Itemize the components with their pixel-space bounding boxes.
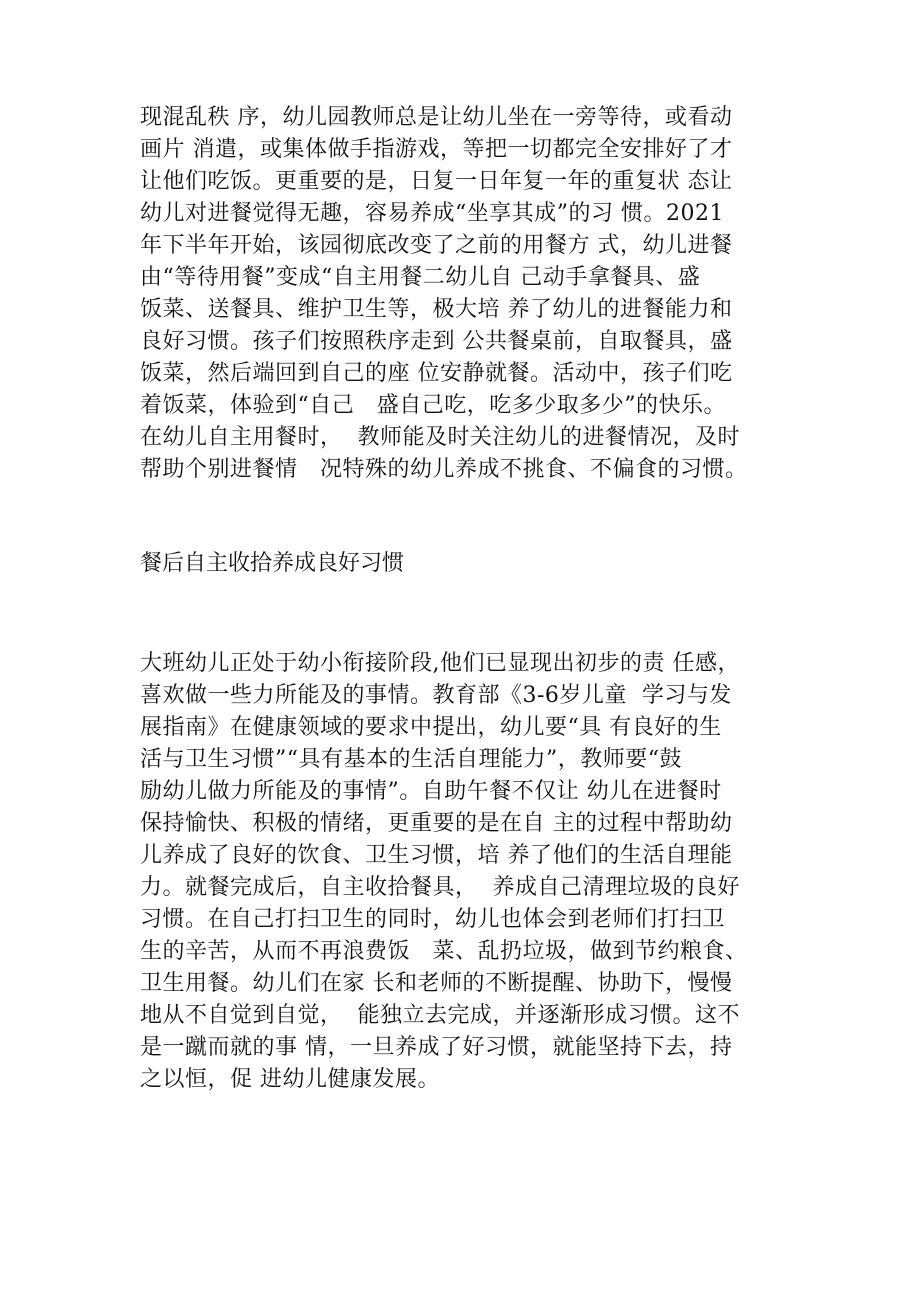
text-line: 展指南》在健康领域的要求中提出，幼儿要“具 有良好的生 xyxy=(140,715,722,740)
text-line: 年下半年开始，该园彻底改变了之前的用餐方 式，幼儿进餐 xyxy=(140,233,733,258)
text-line: 由“等待用餐”变成“自主用餐二幼儿自 己动手拿餐具、盛 xyxy=(140,265,701,290)
text-line: 饭菜，然后端回到自己的座 位安静就餐。活动中，孩子们吃 xyxy=(140,361,733,386)
text-line: 生的辛苦，从而不再浪费饭 菜、乱扔垃圾，做到节约粮食、 xyxy=(140,939,748,964)
text-line: 让他们吃饭。更重要的是，日复一日年复一年的重复状 态让 xyxy=(140,169,733,194)
text-line: 之以恒，促 进幼儿健康发展。 xyxy=(140,1067,440,1092)
paragraph-self-serve-meals xyxy=(140,102,800,486)
text-line: 现混乱秩 序，幼儿园教师总是让幼儿坐在一旁等待，或看动 xyxy=(140,105,733,130)
paragraph-cleanup-habits xyxy=(140,648,800,1096)
text-line: 喜欢做一些力所能及的事情。教育部《3-6岁儿童 学习与发 xyxy=(140,683,732,708)
section-heading: 餐后自主收拾养成良好习惯 xyxy=(140,551,405,576)
text-line: 力。就餐完成后，自主收拾餐具， 养成自己清理垃圾的良好 xyxy=(140,875,740,900)
text-line: 儿养成了良好的饮食、卫生习惯，培 养了他们的生活自理能 xyxy=(140,843,733,868)
text-line: 画片 消遣，或集体做手指游戏，等把一切都完全安排好了才 xyxy=(140,137,733,162)
text-line: 帮助个别进餐情 况特殊的幼儿养成不挑食、不偏食的习惯。 xyxy=(140,457,748,482)
text-line: 卫生用餐。幼儿们在家 长和老师的不断提醒、协助下，慢慢 xyxy=(140,971,733,996)
text-line: 活与卫生习惯”“具有基本的生活自理能力”，教师要“鼓 xyxy=(140,747,682,772)
text-line: 良好习惯。孩子们按照秩序走到 公共餐桌前，自取餐具，盛 xyxy=(140,329,733,354)
text-line: 幼儿对进餐觉得无趣，容易养成“坐享其成”的习 惯。2021 xyxy=(140,201,724,226)
text-line: 大班幼儿正处于幼小衔接阶段,他们已显现出初步的责 任感， xyxy=(140,651,740,676)
text-line: 保持愉快、积极的情绪，更重要的是在自 主的过程中帮助幼 xyxy=(140,811,733,836)
text-line: 习惯。在自己打扫卫生的同时，幼儿也体会到老师们打扫卫 xyxy=(140,907,726,932)
text-line: 饭菜、送餐具、维护卫生等，极大培 养了幼儿的进餐能力和 xyxy=(140,297,733,322)
text-line: 地从不自觉到自觉， 能独立去完成，并逐渐形成习惯。这不 xyxy=(140,1003,740,1028)
text-line: 在幼儿自主用餐时， 教师能及时关注幼儿的进餐情况，及时 xyxy=(140,425,740,450)
text-line: 着饭菜，体验到“自己 盛自己吃，吃多少取多少”的快乐。 xyxy=(140,393,726,418)
text-line: 是一蹴而就的事 情，一旦养成了好习惯，就能坚持下去，持 xyxy=(140,1035,733,1060)
text-line: 励幼儿做力所能及的事情”。自助午餐不仅让 幼儿在进餐时 xyxy=(140,779,722,804)
